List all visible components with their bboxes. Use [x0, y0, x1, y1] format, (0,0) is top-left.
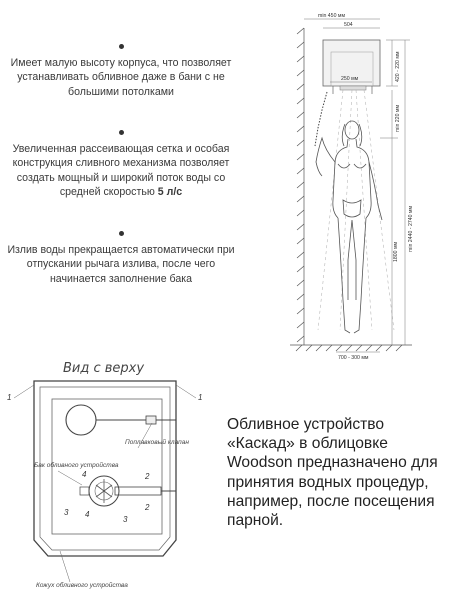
top-view-diagram: [0, 355, 225, 600]
callout-number: 3: [64, 508, 69, 517]
dim-gap: min 220 мм: [395, 104, 401, 132]
float-ball: [66, 405, 96, 435]
callout-number: 3: [123, 515, 128, 524]
callout-number: 2: [145, 503, 150, 512]
callout-number: 4: [82, 470, 87, 479]
feature-text: Излив воды прекращается автоматически при отпускании рычага излива, после чего начинается заполнение бака: [7, 244, 235, 285]
top-view-label-float-valve: Поплавковый клапан: [125, 439, 189, 446]
callout-number: 2: [145, 472, 150, 481]
dim-spray-width: 250 мм: [341, 76, 359, 82]
callout-number: 1: [7, 393, 12, 402]
dim-total-height: min 2440 - 2740 мм: [408, 205, 414, 252]
top-view-label-housing: Кожух обливного устройства: [36, 582, 128, 589]
tank-side: [323, 40, 380, 94]
dim-person-height: 1800 мм: [393, 241, 399, 262]
dim-tank-height: 420 - 220 мм: [395, 51, 401, 82]
product-description: Обливное устройство «Каскад» в облицовке Woodson предназначено для принятия водных процедур, например, после посещения парной.: [227, 416, 438, 530]
dim-floor-width: 700 - 300 мм: [338, 355, 369, 361]
flow-speed-value: 5 л/с: [157, 185, 183, 198]
leader-lines: [14, 385, 196, 582]
feature-text: Имеет малую высоту корпуса, что позволяет устанавливать обливное даже в бани с не большими потолками: [10, 57, 232, 98]
callout-number: 4: [85, 510, 90, 519]
floor: [290, 345, 412, 351]
dim-top-width: min 450 мм: [318, 13, 346, 19]
top-view-title: Вид с верху: [63, 361, 145, 376]
callout-number: 1: [198, 393, 203, 402]
wall: [297, 28, 304, 345]
top-view-label-tank: Бак обливного устройства: [34, 462, 119, 469]
pull-chain: [315, 92, 327, 146]
dim-inner-width: 504: [344, 22, 353, 28]
feature-text-main: Увеличенная рассеивающая сетка и особая конструкция сливного механизма позволяет создать мощный и широкий поток воды со средней скоростью: [12, 143, 230, 198]
float-valve-body: [146, 416, 156, 424]
